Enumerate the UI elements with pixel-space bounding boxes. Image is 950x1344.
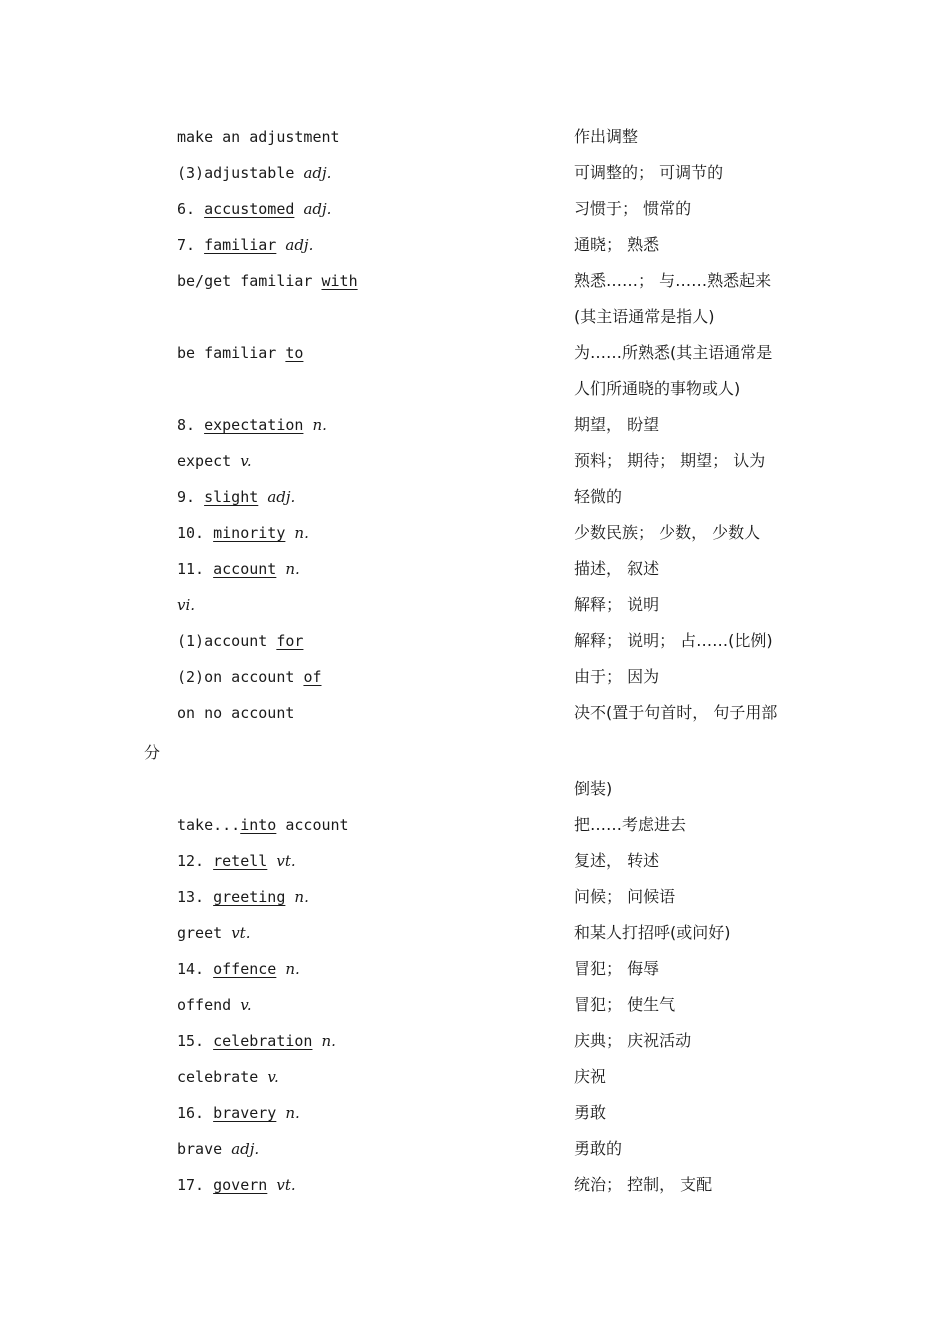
entry-number: (2) — [177, 668, 205, 686]
vocab-row — [0, 199, 950, 235]
part-of-speech: adj. — [285, 236, 314, 254]
vocab-row — [0, 923, 950, 959]
english-term — [177, 1067, 279, 1087]
underlined-answer: for — [276, 632, 304, 650]
english-term — [177, 1175, 296, 1195]
chinese-meaning: 把……考虑进去 — [574, 815, 687, 834]
entry-number: 9. — [177, 488, 205, 506]
entry-number: 13. — [177, 888, 214, 906]
part-of-speech: adj. — [267, 488, 296, 506]
entry-number: 16. — [177, 1104, 214, 1122]
english-term — [177, 815, 349, 835]
vocab-row — [0, 559, 950, 595]
underlined-answer: retell — [213, 852, 268, 870]
vocab-row — [0, 887, 950, 923]
vocab-row — [0, 959, 950, 995]
vocab-row — [0, 415, 950, 451]
english-term — [177, 1103, 300, 1123]
vocab-row — [0, 451, 950, 487]
english-term — [177, 343, 303, 363]
english-term — [177, 199, 331, 219]
vocab-row — [0, 995, 950, 1031]
vocab-row — [0, 1067, 950, 1103]
underlined-answer: of — [303, 668, 322, 686]
english-term — [177, 595, 195, 615]
part-of-speech: vt. — [276, 1176, 296, 1194]
chinese-meaning: 庆典； 庆祝活动 — [574, 1031, 692, 1050]
english-term — [177, 887, 309, 907]
entry-number: (1) — [177, 632, 205, 650]
term-text: celebrate — [177, 1068, 259, 1086]
chinese-meaning: 人们所通晓的事物或人) — [574, 379, 741, 398]
part-of-speech: n. — [321, 1032, 336, 1050]
vocab-row — [0, 163, 950, 199]
entry-number: 7. — [177, 236, 205, 254]
part-of-speech: vt. — [231, 924, 251, 942]
underlined-answer: expectation — [204, 416, 304, 434]
chinese-meaning: 问候； 问候语 — [574, 887, 676, 906]
chinese-meaning: 解释； 说明； 占……(比例) — [574, 631, 773, 650]
term-text-suffix: account — [276, 816, 349, 834]
term-text: greet — [177, 924, 223, 942]
english-term — [177, 559, 300, 579]
english-term — [177, 271, 358, 291]
part-of-speech: n. — [285, 1104, 300, 1122]
vocab-row — [0, 703, 950, 739]
vocab-row — [0, 1103, 950, 1139]
english-term — [177, 959, 300, 979]
entry-number: 6. — [177, 200, 205, 218]
english-term — [177, 487, 295, 507]
underlined-answer: minority — [213, 524, 286, 542]
vocab-row — [0, 523, 950, 559]
chinese-meaning: 冒犯； 侮辱 — [574, 959, 660, 978]
chinese-meaning: 倒装) — [574, 779, 613, 798]
english-term — [177, 1031, 336, 1051]
underlined-answer: to — [285, 344, 304, 362]
part-of-speech: vi. — [177, 596, 196, 614]
vocab-row — [0, 779, 950, 815]
chinese-meaning: 描述， 叙述 — [574, 559, 660, 578]
vocab-row — [0, 271, 950, 307]
part-of-speech: n. — [285, 560, 300, 578]
chinese-meaning: (其主语通常是指人) — [574, 307, 715, 326]
underlined-answer: offence — [213, 960, 277, 978]
term-text: on no account — [177, 704, 295, 722]
chinese-meaning: 和某人打招呼(或问好) — [574, 923, 731, 942]
part-of-speech: n. — [312, 416, 327, 434]
vocab-row — [0, 379, 950, 415]
entry-number: 10. — [177, 524, 214, 542]
entry-number: 12. — [177, 852, 214, 870]
chinese-meaning: 勇敢 — [574, 1103, 607, 1122]
entry-number: 14. — [177, 960, 214, 978]
chinese-meaning: 期望， 盼望 — [574, 415, 660, 434]
entry-number: 15. — [177, 1032, 214, 1050]
vocab-row — [0, 343, 950, 379]
vocab-row — [0, 815, 950, 851]
underlined-answer: with — [321, 272, 358, 290]
underlined-answer: slight — [204, 488, 259, 506]
term-text: account — [204, 632, 277, 650]
part-of-speech: v. — [240, 452, 252, 470]
part-of-speech: n. — [285, 960, 300, 978]
underlined-answer: familiar — [204, 236, 277, 254]
entry-number: (3) — [177, 164, 205, 182]
chinese-meaning: 为……所熟悉(其主语通常是 — [574, 343, 773, 362]
vocab-row — [0, 595, 950, 631]
term-text: make an adjustment — [177, 128, 340, 146]
underlined-answer: govern — [213, 1176, 268, 1194]
chinese-meaning: 决不(置于句首时， 句子用部 — [574, 703, 778, 722]
entry-number: 11. — [177, 560, 214, 578]
chinese-meaning: 由于； 因为 — [574, 667, 660, 686]
chinese-meaning: 少数民族； 少数， 少数人 — [574, 523, 761, 542]
english-term — [177, 851, 296, 871]
chinese-meaning: 轻微的 — [574, 487, 623, 506]
vocab-row — [0, 235, 950, 271]
english-term — [177, 415, 327, 435]
english-term — [177, 923, 250, 943]
vocab-row — [0, 1139, 950, 1175]
part-of-speech: vt. — [276, 852, 296, 870]
chinese-meaning: 可调整的； 可调节的 — [574, 163, 724, 182]
english-term — [177, 631, 303, 651]
term-text: take... — [177, 816, 241, 834]
english-term — [177, 1139, 259, 1159]
part-of-speech: adj. — [231, 1140, 260, 1158]
term-text: be/get familiar — [177, 272, 322, 290]
english-term — [177, 995, 252, 1015]
term-text: on account — [204, 668, 304, 686]
underlined-answer: into — [240, 816, 277, 834]
english-term — [177, 703, 294, 723]
wrapped-character: 分 — [144, 743, 161, 762]
part-of-speech: n. — [294, 524, 309, 542]
vocab-row — [0, 1031, 950, 1067]
chinese-meaning: 冒犯； 使生气 — [574, 995, 676, 1014]
english-term — [177, 127, 340, 147]
vocab-row — [0, 307, 950, 343]
chinese-meaning: 通晓； 熟悉 — [574, 235, 660, 254]
english-term — [177, 667, 322, 687]
term-text: be familiar — [177, 344, 286, 362]
chinese-meaning: 复述， 转述 — [574, 851, 660, 870]
part-of-speech: v. — [267, 1068, 279, 1086]
term-text: brave — [177, 1140, 223, 1158]
term-text: expect — [177, 452, 232, 470]
vocab-row — [0, 487, 950, 523]
vocab-row — [0, 631, 950, 667]
part-of-speech: adj. — [303, 200, 332, 218]
chinese-meaning: 统治； 控制， 支配 — [574, 1175, 713, 1194]
chinese-meaning: 预料； 期待； 期望； 认为 — [574, 451, 766, 470]
chinese-meaning: 习惯于； 惯常的 — [574, 199, 692, 218]
part-of-speech: adj. — [303, 164, 332, 182]
underlined-answer: bravery — [213, 1104, 277, 1122]
chinese-meaning: 庆祝 — [574, 1067, 607, 1086]
chinese-meaning: 勇敢的 — [574, 1139, 623, 1158]
entry-number: 8. — [177, 416, 205, 434]
vocab-row — [0, 127, 950, 163]
term-text: adjustable — [204, 164, 295, 182]
underlined-answer: account — [213, 560, 277, 578]
chinese-meaning: 熟悉……； 与……熟悉起来 — [574, 271, 772, 290]
term-text: offend — [177, 996, 232, 1014]
entry-number: 17. — [177, 1176, 214, 1194]
english-term — [177, 451, 252, 471]
underlined-answer: greeting — [213, 888, 286, 906]
underlined-answer: celebration — [213, 1032, 313, 1050]
english-term — [177, 523, 309, 543]
chinese-meaning: 解释； 说明 — [574, 595, 660, 614]
english-term — [177, 163, 331, 183]
part-of-speech: v. — [240, 996, 252, 1014]
vocab-row — [0, 1175, 950, 1211]
part-of-speech: n. — [294, 888, 309, 906]
english-term — [177, 235, 313, 255]
vocab-row — [0, 667, 950, 703]
underlined-answer: accustomed — [204, 200, 295, 218]
chinese-meaning: 作出调整 — [574, 127, 639, 146]
vocab-row — [0, 851, 950, 887]
